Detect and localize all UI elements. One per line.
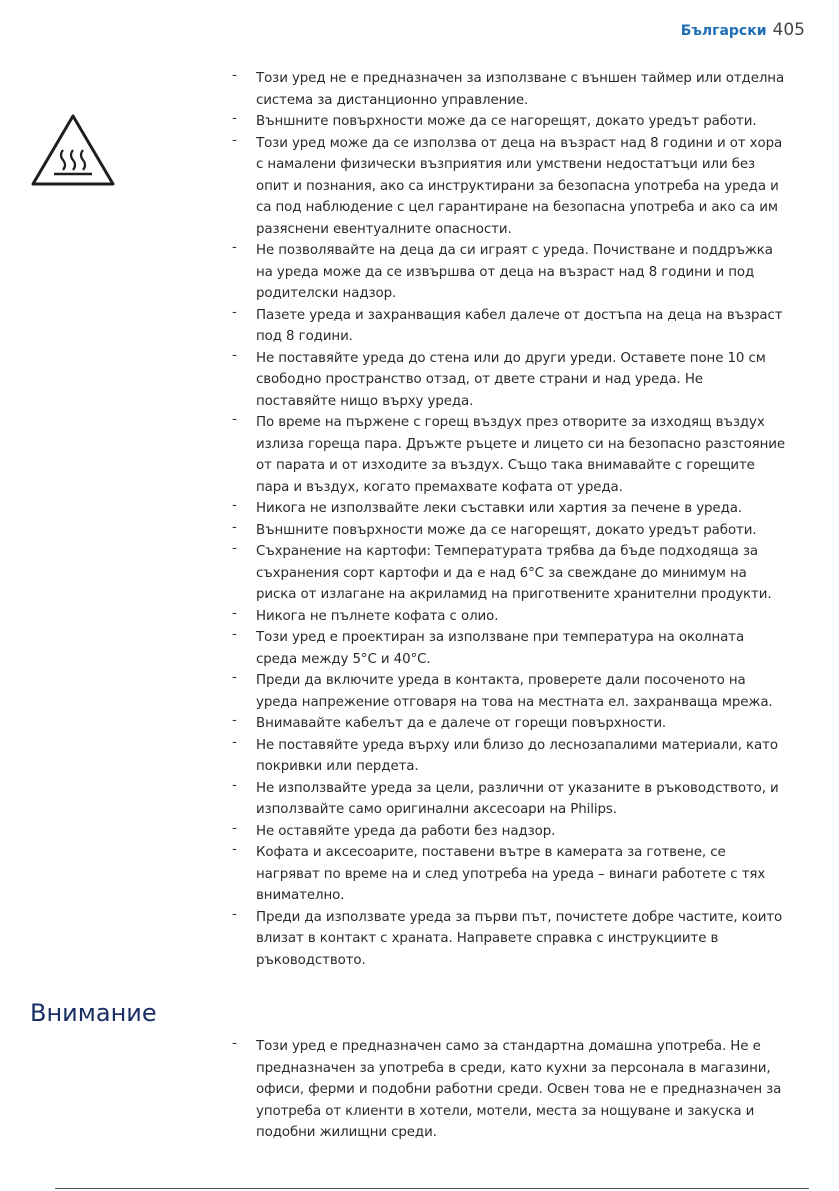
list-item: - Не оставяйте уреда да работи без надзор. bbox=[230, 821, 786, 843]
caution-heading: Внимание bbox=[30, 999, 157, 1027]
list-item: - Не поставяйте уреда върху или близо до леснозапалими материали, като покривки или пердета. bbox=[230, 735, 786, 778]
list-item: - Външните повърхности може да се нагорещят, докато уредът работи. bbox=[230, 111, 786, 133]
list-item: - Този уред е проектиран за използване при температура на околната среда между 5°C и 40°C. bbox=[230, 627, 786, 670]
footer-divider bbox=[55, 1188, 809, 1189]
list-item: - Кофата и аксесоарите, поставени вътре в камерата за готвене, се нагряват по време на и след употреба на уреда – винаги работете с тях внимателно. bbox=[230, 842, 786, 907]
hot-surface-warning-icon bbox=[30, 112, 116, 188]
language-label: Български bbox=[680, 23, 767, 39]
list-item: - Пазете уреда и захранващия кабел далече от достъпа на деца на възраст под 8 години. bbox=[230, 305, 786, 348]
list-item: - Този уред не е предназначен за използване с външен таймер или отделна система за дистанционно управление. bbox=[230, 68, 786, 111]
list-item: - Външните повърхности може да се нагорещят, докато уредът работи. bbox=[230, 520, 786, 542]
list-item: - Този уред е предназначен само за стандартна домашна употреба. Не е предназначен за употреба в среди, като кухни за персонала в магазини, офиси, ферми и подобни работни среди. Освен това не е предназначен за употреба от клиенти в хотели, мотели, места за нощуване и закуска и подобни жилищни среди. bbox=[230, 1036, 786, 1144]
list-item: - Този уред може да се използва от деца на възраст над 8 години и от хора с намалени физически възприятия или умствени недостатъци или без опит и познания, ако са инструктирани за безопасна употреба на уреда и са под наблюдение с цел гарантиране на безопасна употреба и ако са им разяснени евентуалните опасности. bbox=[230, 133, 786, 241]
list-item: - Преди да включите уреда в контакта, проверете дали посоченото на уреда напрежение отговаря на това на местната ел. захранваща мрежа. bbox=[230, 670, 786, 713]
warning-list bbox=[230, 68, 786, 971]
list-item: - Не позволявайте на деца да си играят с уреда. Почистване и поддръжка на уреда може да се извършва от деца на възраст над 8 години и под родителски надзор. bbox=[230, 240, 786, 305]
caution-list bbox=[230, 1036, 786, 1144]
list-item: - Не поставяйте уреда до стена или до други уреди. Оставете поне 10 см свободно пространство отзад, от двете страни и над уреда. Не поставяйте нищо върху уреда. bbox=[230, 348, 786, 413]
list-item: - Внимавайте кабелът да е далече от горещи повърхности. bbox=[230, 713, 786, 735]
page-header bbox=[681, 20, 805, 40]
page-number: 405 bbox=[772, 20, 805, 40]
list-item: - Съхранение на картофи: Температурата трябва да бъде подходяща за съхранения сорт картофи и да е над 6°C за свеждане до минимум на риска от излагане на акриламид на приготвените хранителни продукти. bbox=[230, 541, 786, 606]
list-item: - По време на пържене с горещ въздух през отворите за изходящ въздух излиза гореща пара. Дръжте ръцете и лицето си на безопасно разстояние от парата и от изходите за въздух. Също така внимавайте с горещите пара и въздух, когато премахвате кофата от уреда. bbox=[230, 412, 786, 498]
list-item: - Никога не използвайте леки съставки или хартия за печене в уреда. bbox=[230, 498, 786, 520]
list-item: - Преди да използвате уреда за първи път, почистете добре частите, които влизат в контакт с храната. Направете справка с инструкциите в ръководството. bbox=[230, 907, 786, 972]
list-item: - Не използвайте уреда за цели, различни от указаните в ръководството, и използвайте само оригинални аксесоари на Philips. bbox=[230, 778, 786, 821]
list-item: - Никога не пълнете кофата с олио. bbox=[230, 606, 786, 628]
